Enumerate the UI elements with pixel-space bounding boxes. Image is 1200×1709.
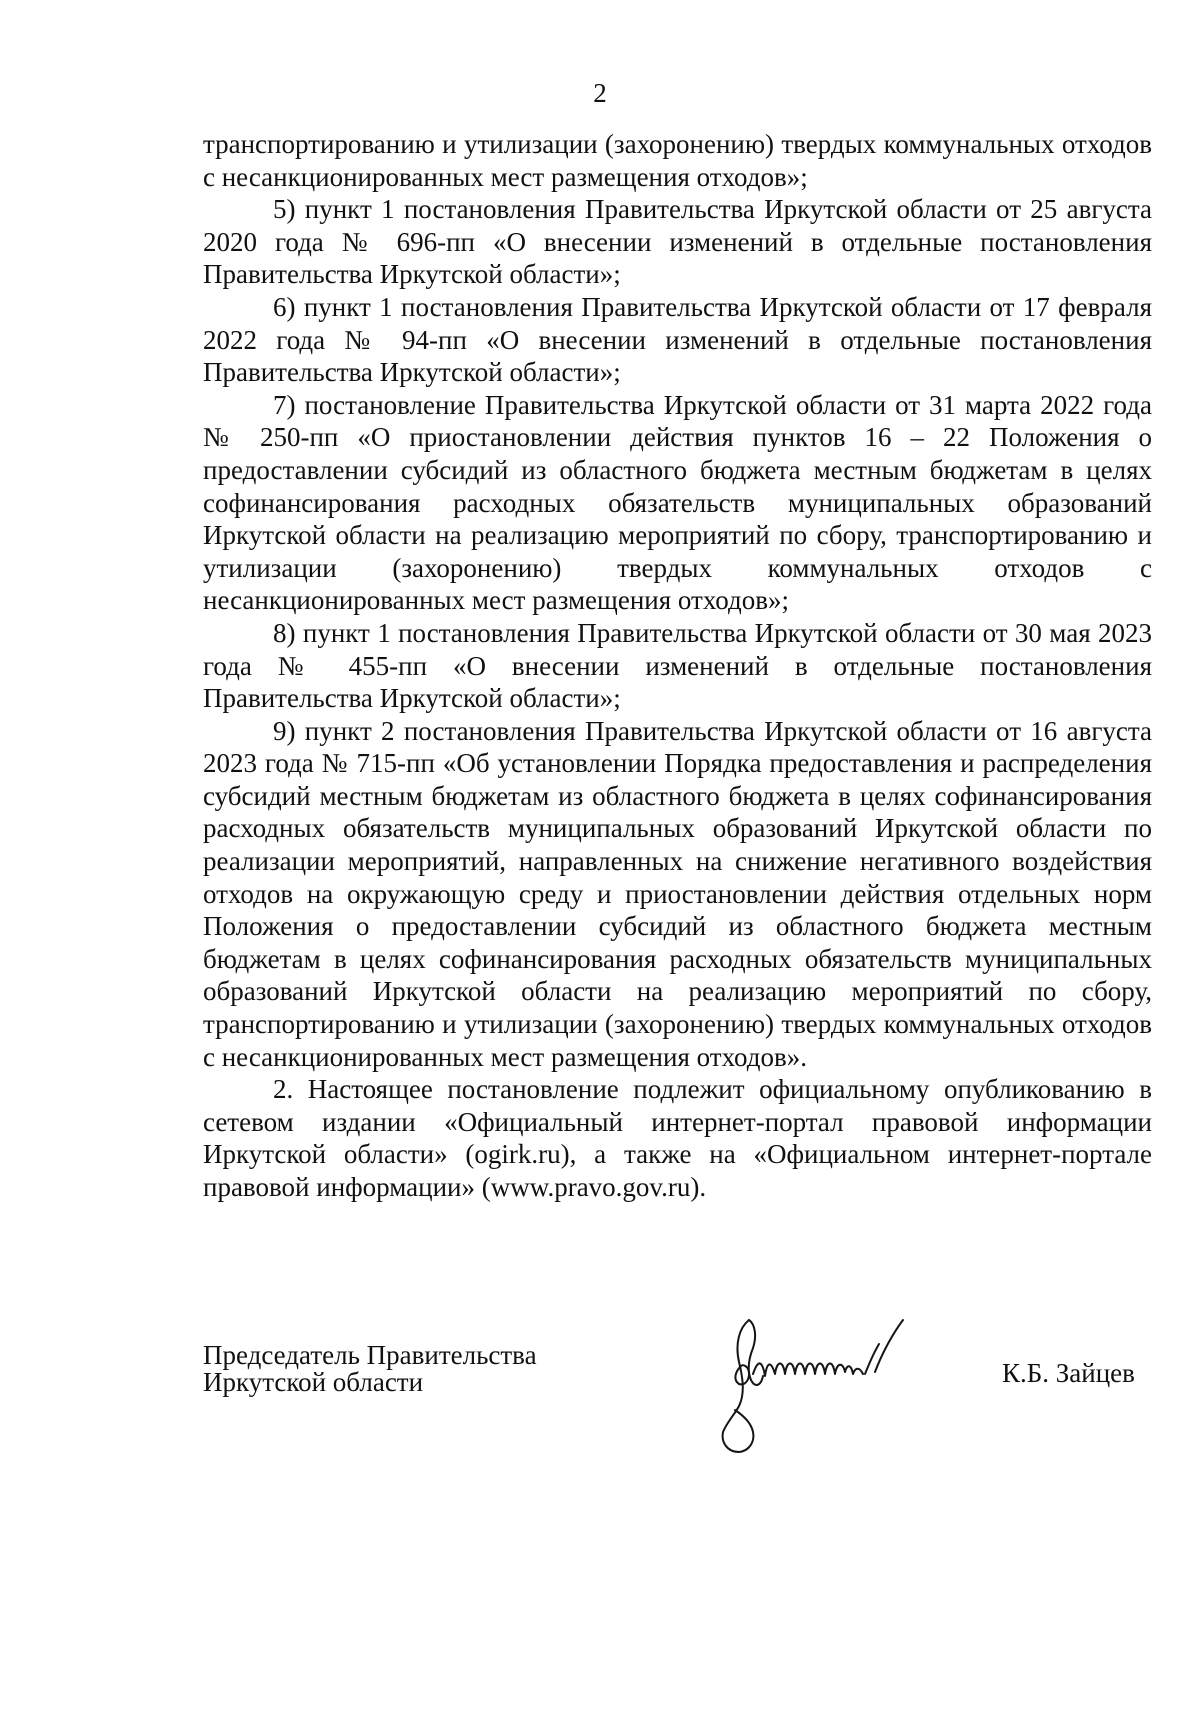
list-item-8: 8) пункт 1 постановления Правительства Иркутской области от 30 мая 2023 года № 455-пп «О внесении изменений в отдельные постановления Правительства Иркутской области»; xyxy=(203,617,1152,714)
paragraph-continuation: транспортированию и утилизации (захоронению) твердых коммунальных отходов с несанкционированных мест размещения отходов»; xyxy=(203,129,1152,192)
list-item-9: 9) пункт 2 постановления Правительства Иркутской области от 16 августа 2023 года № 715-пп «Об установлении Порядка предоставления и распределения субсидий местным бюджетам из областного бюджета в целях софинансирования расходных обязательств муниципальных образований Иркутской области по реализации мероприятий, направленных на снижение негативного воздействия отходов на окружающую среду и приостановлении действия отдельных норм Положения о предоставлении субсидий из областного бюджета местным бюджетам в целях софинансирования расходных обязательств муниципальных образований Иркутской области на реализацию мероприятий по сбору, транспортированию и утилизации (захоронению) твердых коммунальных отходов с несанкционированных мест размещения отходов». xyxy=(203,715,1152,1072)
signature-block xyxy=(0,1314,1200,1474)
document-body xyxy=(203,128,1152,1204)
signatory-role xyxy=(203,1342,537,1396)
clause-2-publication: 2. Настоящее постановление подлежит официальному опубликованию в сетевом издании «Официальный интернет-портал правовой информации Иркутской области» (ogirk.ru), а также на «Официальном интернет-портале правовой информации» (www.pravo.gov.ru). xyxy=(203,1074,1152,1202)
list-item-5: 5) пункт 1 постановления Правительства Иркутской области от 25 августа 2020 года № 696-пп «О внесении изменений в отдельные постановления Правительства Иркутской области»; xyxy=(203,194,1152,290)
list-item-7: 7) постановление Правительства Иркутской области от 31 марта 2022 года № 250-пп «О приостановлении действия пунктов 16 – 22 Положения о предоставлении субсидий из областного бюджета местным бюджетам в целях софинансирования расходных обязательств муниципальных образований Иркутской области на реализацию мероприятий по сбору, транспортированию и утилизации (захоронению) твердых коммунальных отходов с несанкционированных мест размещения отходов»; xyxy=(203,389,1152,616)
page-number: 2 xyxy=(593,78,607,108)
list-item-6: 6) пункт 1 постановления Правительства Иркутской области от 17 февраля 2022 года № 94-пп «О внесении изменений в отдельные постановления Правительства Иркутской области»; xyxy=(203,291,1152,388)
handwritten-signature xyxy=(705,1314,995,1459)
signatory-role-line1: Председатель Правительства xyxy=(203,1340,537,1370)
signatory-name: К.Б. Зайцев xyxy=(1002,1358,1135,1388)
signatory-role-line2: Иркутской области xyxy=(203,1367,424,1397)
